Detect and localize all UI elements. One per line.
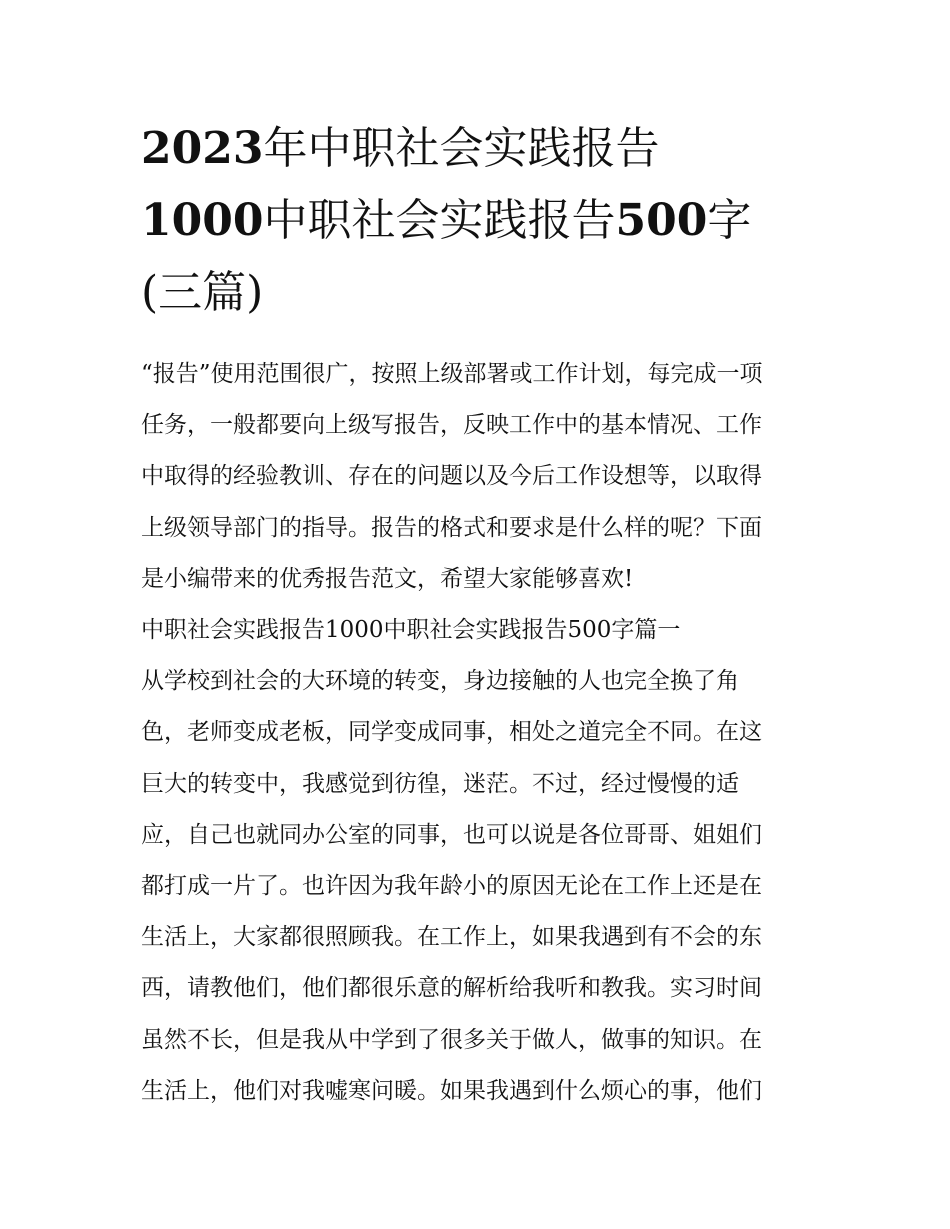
title-number-1000: 1000 (141, 195, 264, 246)
document-content (141, 113, 813, 1117)
body-line: 中取得的经验教训、存在的问题以及今后工作设想等，以取得 (141, 463, 762, 490)
title-number-500: 500 (615, 195, 708, 246)
document-body (141, 349, 813, 1117)
title-line-1-text: 年中职社会实践报告 (263, 123, 660, 174)
body-line: 任务，一般都要向上级写报告，反映工作中的基本情况、工作 (141, 412, 762, 439)
body-line: 生活上，大家都很照顾我。在工作上，如果我遇到有不会的东 (141, 924, 762, 951)
title-line-3 (141, 257, 813, 329)
body-line: 色，老师变成老板，同学变成同事，相处之道完全不同。在这 (141, 719, 762, 746)
body-line: 虽然不长，但是我从中学到了很多关于做人，做事的知识。在 (141, 1026, 762, 1053)
title-line-3-text: (三篇) (141, 267, 264, 318)
body-line: 西，请教他们，他们都很乐意的解析给我听和教我。实习时间 (141, 975, 762, 1002)
body-line: 从学校到社会的大环境的转变，身边接触的人也完全换了角 (141, 668, 739, 695)
body-line: 巨大的转变中，我感觉到彷徨，迷茫。不过，经过慢慢的适 (141, 770, 739, 797)
title-line-1 (141, 113, 813, 185)
document-title (141, 113, 813, 329)
body-line: 应，自己也就同办公室的同事，也可以说是各位哥哥、姐姐们 (141, 821, 762, 848)
title-line-2-text: 中职社会实践报告 (263, 195, 616, 246)
section-heading: 中职社会实践报告1000中职社会实践报告500字篇一 (141, 617, 681, 644)
title-year: 2023 (141, 123, 264, 174)
body-line: 是小编带来的优秀报告范文，希望大家能够喜欢! (141, 565, 634, 592)
body-line: “报告”使用范围很广，按照上级部署或工作计划，每完成一项 (141, 361, 763, 387)
body-line: 都打成一片了。也许因为我年龄小的原因无论在工作上还是在 (141, 873, 762, 900)
title-line-2-suffix: 字 (707, 195, 752, 246)
title-line-2 (141, 185, 813, 257)
body-line: 上级领导部门的指导。报告的格式和要求是什么样的呢？下面 (141, 514, 762, 541)
body-line: 生活上，他们对我嘘寒问暖。如果我遇到什么烦心的事，他们 (141, 1077, 762, 1104)
